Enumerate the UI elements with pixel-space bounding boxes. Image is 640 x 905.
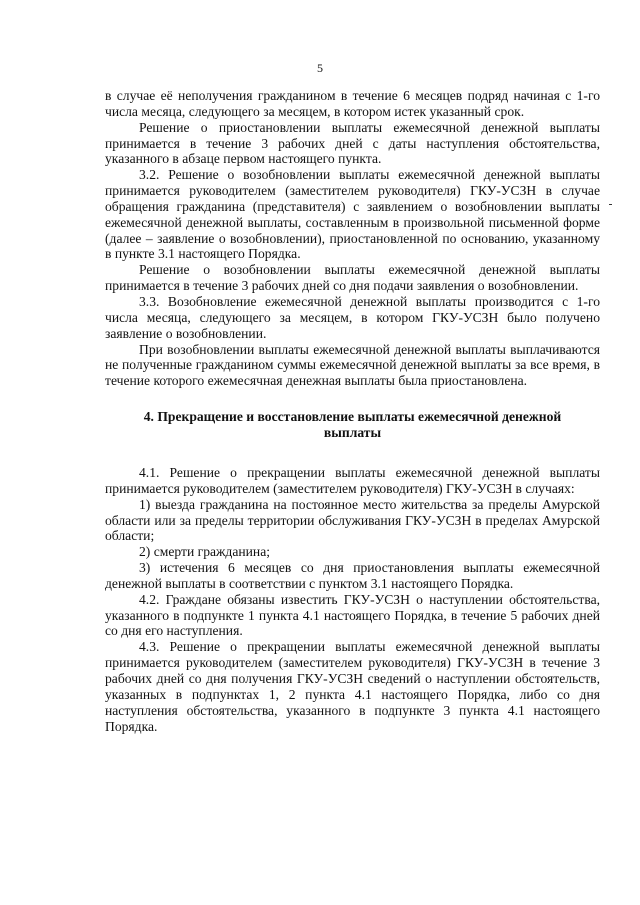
- section-heading: 4. Прекращение и восстановление выплаты ежемесячной денежной выплаты: [143, 409, 562, 441]
- list-item-1: 1) выезда гражданина на постоянное место жительства за пределы Амурской области или за пределы территории обслуживания ГКУ-УСЗН в пределах Амурской области;: [105, 496, 600, 544]
- list-item-3: 3) истечения 6 месяцев со дня приостановления выплаты ежемесячной денежной выплаты в соответствии с пунктом 3.1 настоящего Порядка.: [105, 560, 600, 591]
- page-number: 5: [317, 61, 323, 75]
- margin-mark: [609, 204, 612, 205]
- list-item-2: 2) смерти гражданина;: [139, 544, 271, 560]
- paragraph-4-2: 4.2. Граждане обязаны известить ГКУ-УСЗН о наступлении обстоятельства, указанного в подпункте 1 пункта 4.1 настоящего Порядка, в течение 5 рабочих дней со дня его наступления.: [105, 591, 600, 639]
- paragraph-4-1: 4.1. Решение о прекращении выплаты ежемесячной денежной выплаты принимается руководителем (заместителем руководителя) ГКУ-УСЗН в случаях:: [105, 465, 600, 496]
- document-body: [105, 88, 600, 734]
- paragraph-suspension-decision: Решение о приостановлении выплаты ежемесячной денежной выплаты принимается в течение 3 рабочих дней с даты наступления обстоятельства, указанного в абзаце первом настоящего пункта.: [105, 119, 600, 167]
- paragraph-4-3: 4.3. Решение о прекращении выплаты ежемесячной денежной выплаты принимается руководителем (заместителем руководителя) ГКУ-УСЗН в течение 3 рабочих дней со дня получения ГКУ-УСЗН сведений о наступлении обстоятельств, указанных в подпунктах 1, 2 пункта 4.1 настоящего Порядка, либо со дня наступления обстоятельства, указанного в подпункте 3 пункта 4.1 настоящего Порядка.: [105, 639, 600, 734]
- heading-gap: [105, 441, 600, 465]
- paragraph-3-3: 3.3. Возобновление ежемесячной денежной выплаты производится с 1-го числа месяца, следующего за месяцем, в котором ГКУ-УСЗН было получено заявление о возобновлении.: [105, 293, 600, 341]
- paragraph-continuation: в случае её неполучения гражданином в течение 6 месяцев подряд начиная с 1-го числа месяца, следующего за месяцем, в котором истек указанный срок.: [105, 88, 600, 119]
- paragraph-resumption-payment: При возобновлении выплаты ежемесячной денежной выплаты выплачиваются не полученные гражданином суммы ежемесячной денежной выплаты за все время, в течение которого ежемесячная денежная выплаты была приостановлена.: [105, 341, 600, 389]
- paragraph-resumption-decision: Решение о возобновлении выплаты ежемесячной денежной выплаты принимается в течение 3 рабочих дней со дня подачи заявления о возобновлении.: [105, 262, 600, 294]
- paragraph-3-2: 3.2. Решение о возобновлении выплаты ежемесячной денежной выплаты принимается руководителем (заместителем руководителя) ГКУ-УСЗН в случае обращения гражданина (представителя) с заявлением о возобновлении выплаты ежемесячной денежной выплаты, составленным в произвольной письменной форме (далее – заявление о возобновлении), приостановленной по основанию, указанному в пункте 3.1 настоящего Порядка.: [105, 167, 600, 262]
